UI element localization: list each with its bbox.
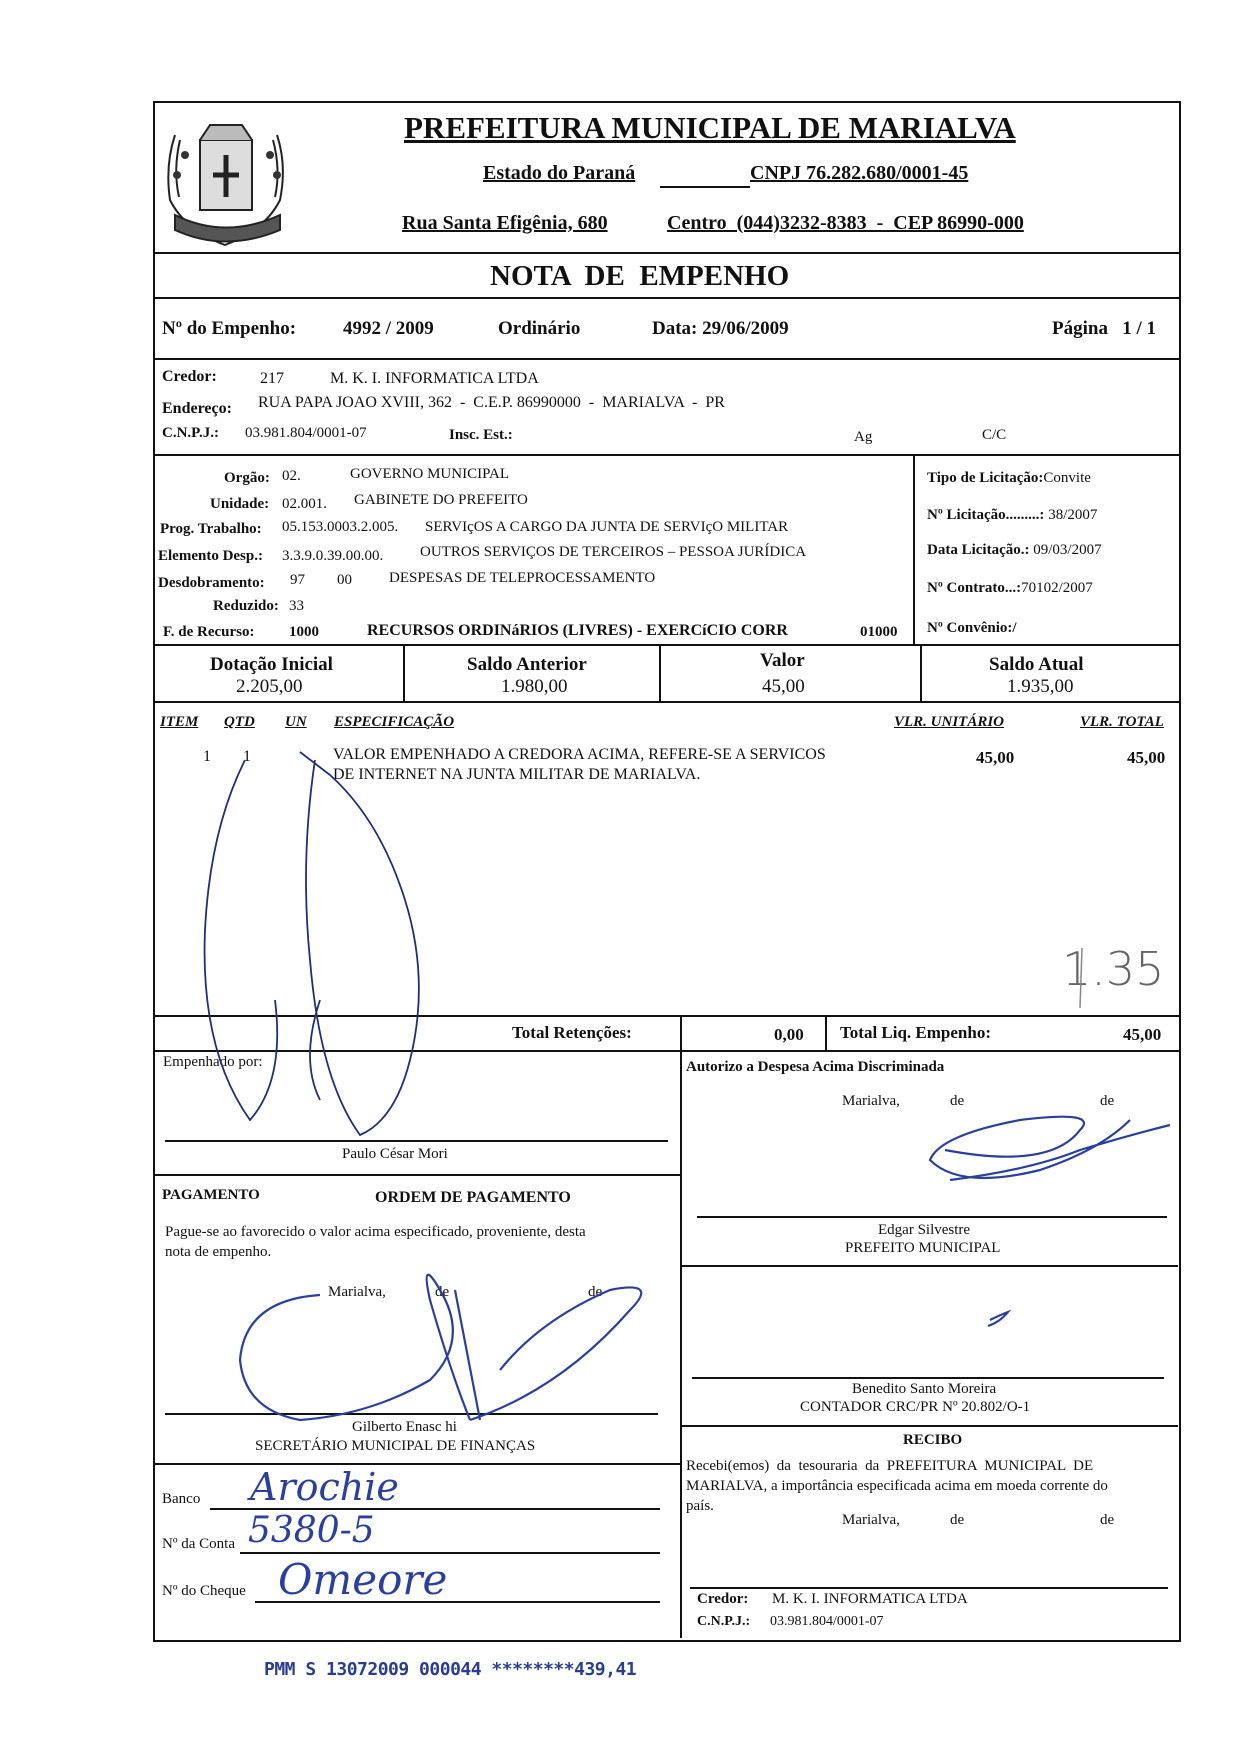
licitacao-date-label: Data Licitação.: (927, 542, 1034, 558)
secretario-name: Gilberto Enasc hi (352, 1419, 457, 1435)
autorizo-de2: de (1100, 1093, 1115, 1109)
col-qtd: QTD (224, 714, 255, 730)
desdobramento-name: DESPESAS DE TELEPROCESSAMENTO (389, 570, 656, 586)
valor-value: 45,00 (762, 676, 805, 697)
header-title: PREFEITURA MUNICIPAL DE MARIALVA (404, 110, 1016, 145)
ordem-pagamento-label: ORDEM DE PAGAMENTO (375, 1189, 571, 1206)
saldo-atual-value: 1.935,00 (1007, 676, 1074, 697)
total-retencoes-label: Total Retenções: (512, 1023, 632, 1042)
elemento-label: Elemento Desp.: (158, 548, 263, 564)
recurso-name: RECURSOS ORDINáRIOS (LIVRES) - EXERCíCIO CORR (367, 622, 788, 639)
elemento-code: 3.3.9.0.39.00.00. (282, 548, 384, 564)
credor-name: M. K. I. INFORMATICA LTDA (330, 370, 539, 387)
col-unit-value: VLR. UNITÁRIO (894, 714, 1005, 730)
header-address-rest: Centro (044)3232-8383 - CEP 86990-000 (667, 212, 1024, 234)
recibo-credor-label: Credor: (697, 1591, 749, 1607)
signature-secretario (240, 1275, 641, 1420)
desdobramento-a: 97 (290, 572, 305, 588)
desdobramento-b: 00 (337, 572, 352, 588)
cc-label: C/C (982, 427, 1007, 443)
secretario-role: SECRETÁRIO MUNICIPAL DE FINANÇAS (255, 1438, 536, 1454)
credor-label: Credor: (162, 368, 217, 385)
pagamento-text-line2: nota de empenho. (165, 1244, 272, 1260)
empenhado-name: Paulo César Mori (342, 1146, 448, 1162)
empenho-label: Nº do Empenho: (162, 318, 297, 339)
reduzido-value: 33 (289, 598, 304, 614)
saldo-anterior-value: 1.980,00 (501, 676, 568, 697)
recibo-text-line1: Recebi(emos) da tesouraria da PREFEITURA MUNICIPAL DE (686, 1458, 1094, 1474)
convenio-label: Nº Convênio:/ (927, 620, 1017, 636)
recibo-text-line2: MARIALVA, a importância especificada acima em moeda corrente do (686, 1478, 1108, 1494)
pagamento-de2: de (588, 1284, 603, 1300)
page-number: Página 1 / 1 (1052, 318, 1156, 339)
recurso-number: 01000 (860, 624, 898, 640)
contrato-value: 70102/2007 (1021, 580, 1093, 596)
item-spec-line1: VALOR EMPENHADO A CREDORA ACIMA, REFERE-SE A SERVICOS (333, 746, 826, 763)
insc-est-label: Insc. Est.: (449, 427, 513, 443)
signature-contador (988, 1312, 1008, 1326)
item-qtd: 1 (243, 748, 251, 765)
recurso-label: F. de Recurso: (163, 624, 255, 640)
item-spec-line2: DE INTERNET NA JUNTA MILITAR DE MARIALVA. (333, 766, 701, 783)
desdobramento-label: Desdobramento: (158, 575, 265, 591)
pagamento-text-line1: Pague-se ao favorecido o valor acima especificado, proveniente, desta (165, 1224, 586, 1240)
autorizo-label: Autorizo a Despesa Acima Discriminada (686, 1059, 945, 1075)
banco-label: Banco (162, 1491, 201, 1507)
header-cnpj: CNPJ 76.282.680/0001-45 (750, 162, 969, 184)
banco-value: Arochie (250, 1465, 399, 1509)
unidade-name: GABINETE DO PREFEITO (354, 492, 528, 508)
pagamento-de1: de (435, 1284, 450, 1300)
recibo-label: RECIBO (903, 1432, 963, 1448)
signature-empenho (205, 752, 419, 1135)
reduzido-label: Reduzido: (213, 598, 279, 614)
total-liquido-label: Total Liq. Empenho: (840, 1023, 991, 1042)
licitacao-type-label-text: Tipo de Licitação: (927, 470, 1044, 486)
credor-code: 217 (260, 370, 284, 387)
empenho-number: 4992 / 2009 (343, 318, 434, 339)
prog-label: Prog. Trabalho: (160, 521, 262, 537)
recibo-cnpj-value: 03.981.804/0001-07 (770, 1614, 884, 1629)
item-unit-value: 45,00 (976, 748, 1015, 767)
recibo-de1: de (950, 1512, 965, 1528)
autorizo-place: Marialva, (842, 1093, 900, 1109)
contador-name: Benedito Santo Moreira (852, 1381, 997, 1397)
recibo-cnpj-label: C.N.P.J.: (697, 1614, 751, 1629)
address-label: Endereço: (162, 400, 232, 417)
recibo-de2: de (1100, 1512, 1115, 1528)
empenhado-por-label: Empenhado por: (163, 1054, 263, 1070)
document-title: NOTA DE EMPENHO (490, 260, 790, 292)
contrato-label: Nº Contrato...: (927, 580, 1022, 596)
total-retencoes-value: 0,00 (774, 1025, 804, 1044)
saldo-anterior-label: Saldo Anterior (467, 654, 587, 675)
prog-name: SERVIçOS A CARGO DA JUNTA DE SERVIçO MILITAR (425, 519, 789, 535)
conta-label: Nº da Conta (162, 1536, 235, 1552)
header-state: Estado do Paraná (483, 162, 636, 184)
handwritten-note: 1.35 (1062, 942, 1165, 996)
prefeito-role: PREFEITO MUNICIPAL (845, 1240, 1001, 1256)
item-total-value: 45,00 (1127, 748, 1166, 767)
signature-prefeito (930, 1117, 1170, 1180)
autorizo-de1: de (950, 1093, 965, 1109)
unidade-label: Unidade: (210, 496, 270, 512)
recurso-code: 1000 (289, 624, 319, 640)
prefeito-name: Edgar Silvestre (878, 1222, 971, 1238)
pagamento-place: Marialva, (328, 1284, 386, 1300)
valor-label: Valor (760, 650, 805, 671)
handwritten-note-mark (1080, 948, 1082, 1008)
elemento-name: OUTROS SERVIÇOS DE TERCEIROS – PESSOA JURÍDICA (420, 544, 807, 560)
credor-address: RUA PAPA JOAO XVIII, 362 - C.E.P. 86990000 - MARIALVA - PR (258, 394, 725, 411)
licitacao-type-value: Convite (1043, 470, 1091, 486)
recibo-text-line3: país. (686, 1498, 714, 1514)
dotacao-inicial-label: Dotação Inicial (210, 654, 333, 675)
item-number: 1 (203, 748, 211, 765)
ag-label: Ag (854, 429, 873, 445)
col-spec: ESPECIFICAÇÃO (334, 714, 455, 730)
empenho-date: Data: 29/06/2009 (652, 318, 789, 339)
cnpj-label: C.N.P.J.: (162, 425, 219, 441)
cheque-label: Nº do Cheque (162, 1583, 246, 1599)
bank-stamp: PMM S 13072009 000044 ********439,41 (264, 1659, 637, 1680)
prog-code: 05.153.0003.2.005. (282, 519, 399, 535)
licitacao-number-label: Nº Licitação.........: (927, 507, 1049, 523)
recibo-place: Marialva, (842, 1512, 900, 1528)
total-liquido-value: 45,00 (1123, 1025, 1162, 1044)
saldo-atual-label: Saldo Atual (989, 654, 1084, 675)
empenho-type: Ordinário (498, 318, 581, 339)
dotacao-inicial-value: 2.205,00 (236, 676, 303, 697)
col-un: UN (285, 714, 307, 730)
col-total-value: VLR. TOTAL (1080, 714, 1164, 730)
recibo-credor-name: M. K. I. INFORMATICA LTDA (772, 1591, 968, 1607)
conta-value: 5380-5 (248, 1510, 375, 1551)
unidade-code: 02.001. (282, 496, 327, 512)
orgao-code: 02. (282, 468, 301, 484)
credor-cnpj: 03.981.804/0001-07 (245, 425, 367, 441)
licitacao-date-value: 09/03/2007 (1033, 542, 1102, 558)
col-item: ITEM (160, 714, 199, 730)
orgao-name: GOVERNO MUNICIPAL (350, 466, 510, 482)
cheque-value: Omeore (278, 1555, 448, 1604)
pagamento-label: PAGAMENTO (162, 1187, 260, 1203)
licitacao-number-value: 38/2007 (1048, 507, 1098, 523)
header-address: Rua Santa Efigênia, 680 (402, 212, 608, 234)
orgao-label: Orgão: (224, 470, 270, 486)
contador-role: CONTADOR CRC/PR Nº 20.802/O-1 (800, 1399, 1031, 1415)
